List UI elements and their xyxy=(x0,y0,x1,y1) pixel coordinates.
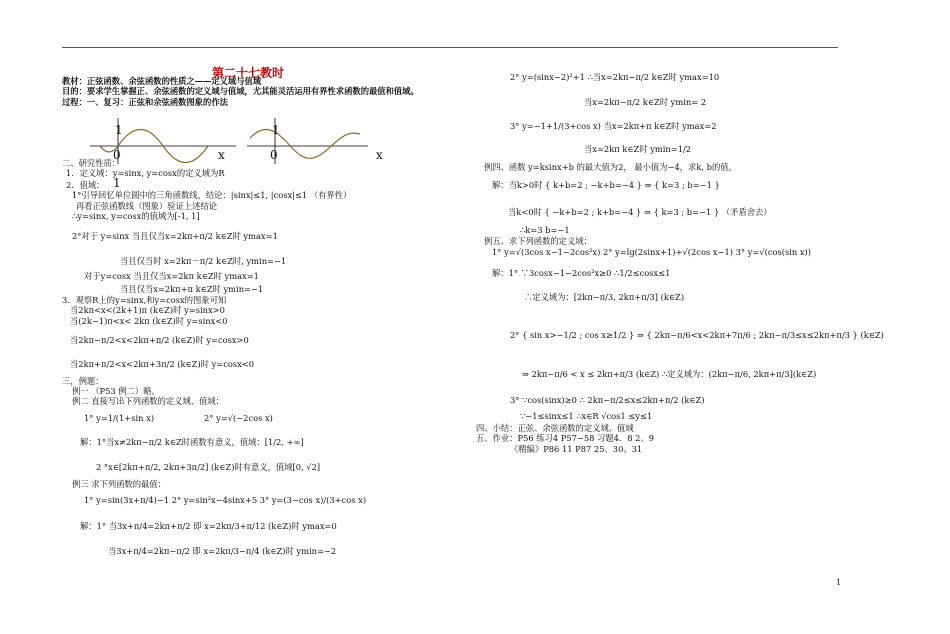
header-rule xyxy=(62,47,838,48)
left-line: 三，例题： xyxy=(62,376,104,386)
left-line: 2．值域： xyxy=(66,180,105,190)
lesson-title: 第二十七教时 xyxy=(212,66,285,80)
graph1-origin: 0 xyxy=(113,148,121,162)
right-line: 当k<0时 { −k+b=2 ; k+b=−4 } ⇒ { k=3 ; b=−1 } （矛盾舍去） xyxy=(508,207,772,217)
left-line: 当2kπ<x<(2k+1)π (k∈Z)时 y=sinx>0 xyxy=(70,305,225,315)
left-line: 1．定义域：y=sinx, y=cosx的定义域为R xyxy=(66,168,225,178)
left-line: 当且仅当x=2kπ+π k∈Z时 ymin=−1 xyxy=(120,284,264,294)
left-line: 解：1°当x≠2kπ−π/2 k∈Z时函数有意义，值域：[1/2, +∞] xyxy=(80,437,304,447)
left-line: 2°对于 y=sinx 当且仅当x=2kπ+π/2 k∈Z时 ymax=1 xyxy=(72,231,278,241)
left-line: 2 °x∈[2kπ+π/2, 2kπ+3π/2] (k∈Z)时有意义，值域[0, √2] xyxy=(96,462,321,472)
left-line: 例三 求下列函数的最值： xyxy=(72,479,166,489)
right-line: 例五、求下列函数的定义域： xyxy=(484,236,592,246)
left-line: 当2kπ+π/2<x<2kπ+3π/2 (k∈Z)时 y=cosx<0 xyxy=(70,359,255,369)
sine-graph xyxy=(88,116,238,166)
left-line: 当且仅当时 x=2kπ－π/2 k∈Z时, ymin=−1 xyxy=(120,256,287,266)
left-line: 3．观察R上的y=sinx,和y=cosx的图象可知 xyxy=(62,295,227,305)
left-line: 2° y=√(−2cos x) xyxy=(204,413,273,423)
right-line: 当x=2kπ−π/2 k∈Z时 ymin= 2 xyxy=(584,97,707,107)
left-line: 教材：正弦函数、余弦函数的性质之——定义域与值域 xyxy=(62,76,262,86)
right-line: 解：1° ∵3cosx−1−2cos²x≥0 ∴1/2≤cosx≤1 xyxy=(492,268,671,278)
left-line: ∴y=sinx, y=cosx的值域为[-1, 1] xyxy=(72,211,200,221)
right-line: 2° y=(sinx−2)²+1 ∴当x=2kπ−π/2 k∈Z时 ymax=10 xyxy=(510,72,720,82)
left-line: 例一 （P53 例二）略。 xyxy=(72,386,160,396)
right-line: ∵−1≤sinx≤1 ∴x∈R √cos1 ≤y≤1 xyxy=(520,411,653,421)
left-line: 1°引导回忆单位圆中的三角函数线，结论：|sinx|≤1, |cosx|≤1 （有界性） xyxy=(72,190,352,200)
left-line: 再看正弦函数线（图象）验证上述结论 xyxy=(76,201,218,211)
cosine-graph xyxy=(245,116,370,166)
right-line: 四、小结：正弦、余弦函数的定义域、值域 xyxy=(476,423,634,433)
right-line: 2° { sin x>−1/2 ; cos x≥1/2 } ⇒ { 2kπ−π/6<x<2kπ+7π/6 ; 2kπ−π/3≤x≤2kπ+π/3 } (k∈Z) xyxy=(510,330,884,340)
left-line: 二、研究性质： xyxy=(62,158,121,168)
graph1-x-label: x xyxy=(218,148,225,162)
right-line: 3° y=−1+1/(3+cos x) 当x=2kπ+π k∈Z时 ymax=2 xyxy=(510,121,717,131)
graph2-one-top: 1 xyxy=(272,123,280,137)
right-line: 当x=2kπ k∈Z时 ymin=1/2 xyxy=(584,144,692,154)
page-number: 1 xyxy=(836,578,842,587)
graph1-one-bottom: 1 xyxy=(113,176,121,190)
left-line: 过程：一、复习：正弦和余弦函数图象的作法 xyxy=(62,97,228,107)
right-line: ∴k=3 b=−1 xyxy=(520,225,570,235)
left-line: 目的：要求学生掌握正、余弦函数的定义域与值域，尤其能灵活运用有界性求函数的最值和值域。 xyxy=(62,86,419,96)
left-line: 例二 直接写出下列函数的定义域、值域： xyxy=(72,396,224,406)
left-line: 当(2k−1)π<x< 2kπ (k∈Z)时 y=sinx<0 xyxy=(70,316,228,326)
right-line: 3° ∵cos(sinx)≥0 ∴ 2kπ−π/2≤x≤2kπ+π/2 (k∈Z) xyxy=(510,395,705,405)
right-line: ∴定义域为：[2kπ−π/3, 2kπ+π/3] (k∈Z) xyxy=(524,292,685,302)
graph1-one-top: 1 xyxy=(115,123,123,137)
graph2-x-label: x xyxy=(376,148,383,162)
left-line: 当2kπ−π/2<x<2kπ+π/2 (k∈Z)时 y=cosx>0 xyxy=(70,335,249,345)
left-line: 解：1° 当3x+π/4=2kπ+π/2 即 x=2kπ/3+π/12 (k∈Z)时 ymax=0 xyxy=(80,521,337,531)
right-line: ⇒ 2kπ−π/6 < x ≤ 2kπ+π/3 (k∈Z) ∴定义域为：(2kπ−π/6, 2kπ+π/3](k∈Z) xyxy=(522,369,817,379)
left-line: 对于y=cosx 当且仅当x=2kπ k∈Z时 ymax=1 xyxy=(84,271,259,281)
right-line: 解：当k>0时 { k+b=2 ; −k+b=−4 } ⇒ { k=3 ; b=−1 } xyxy=(492,180,720,190)
left-line: 1° y=1/(1+sin x) xyxy=(84,413,155,423)
right-line: 《精编》P86 11 P87 25、30、31 xyxy=(510,444,643,454)
left-line: 1° y=sin(3x+π/4)−1 2° y=sin²x−4sinx+5 3° y=(3−cos x)/(3+cos x) xyxy=(84,495,367,505)
graph2-origin: 0 xyxy=(270,148,278,162)
left-line: 当3x+π/4=2kπ−π/2 即 x=2kπ/3−π/4 (k∈Z)时 ymin=−2 xyxy=(108,546,337,556)
right-line: 1° y=√(3cos x−1−2cos²x) 2° y=lg(2sinx+1)+√(2cos x−1) 3° y=√(cos(sin x)) xyxy=(492,247,812,257)
right-line: 例四、函数 y=ksinx+b 的最大值为2， 最小值为−4，求k, b的值。 xyxy=(484,162,737,172)
right-line: 五、作业：P56 练习4 P57−58 习题4．8 2、9 xyxy=(476,433,654,443)
